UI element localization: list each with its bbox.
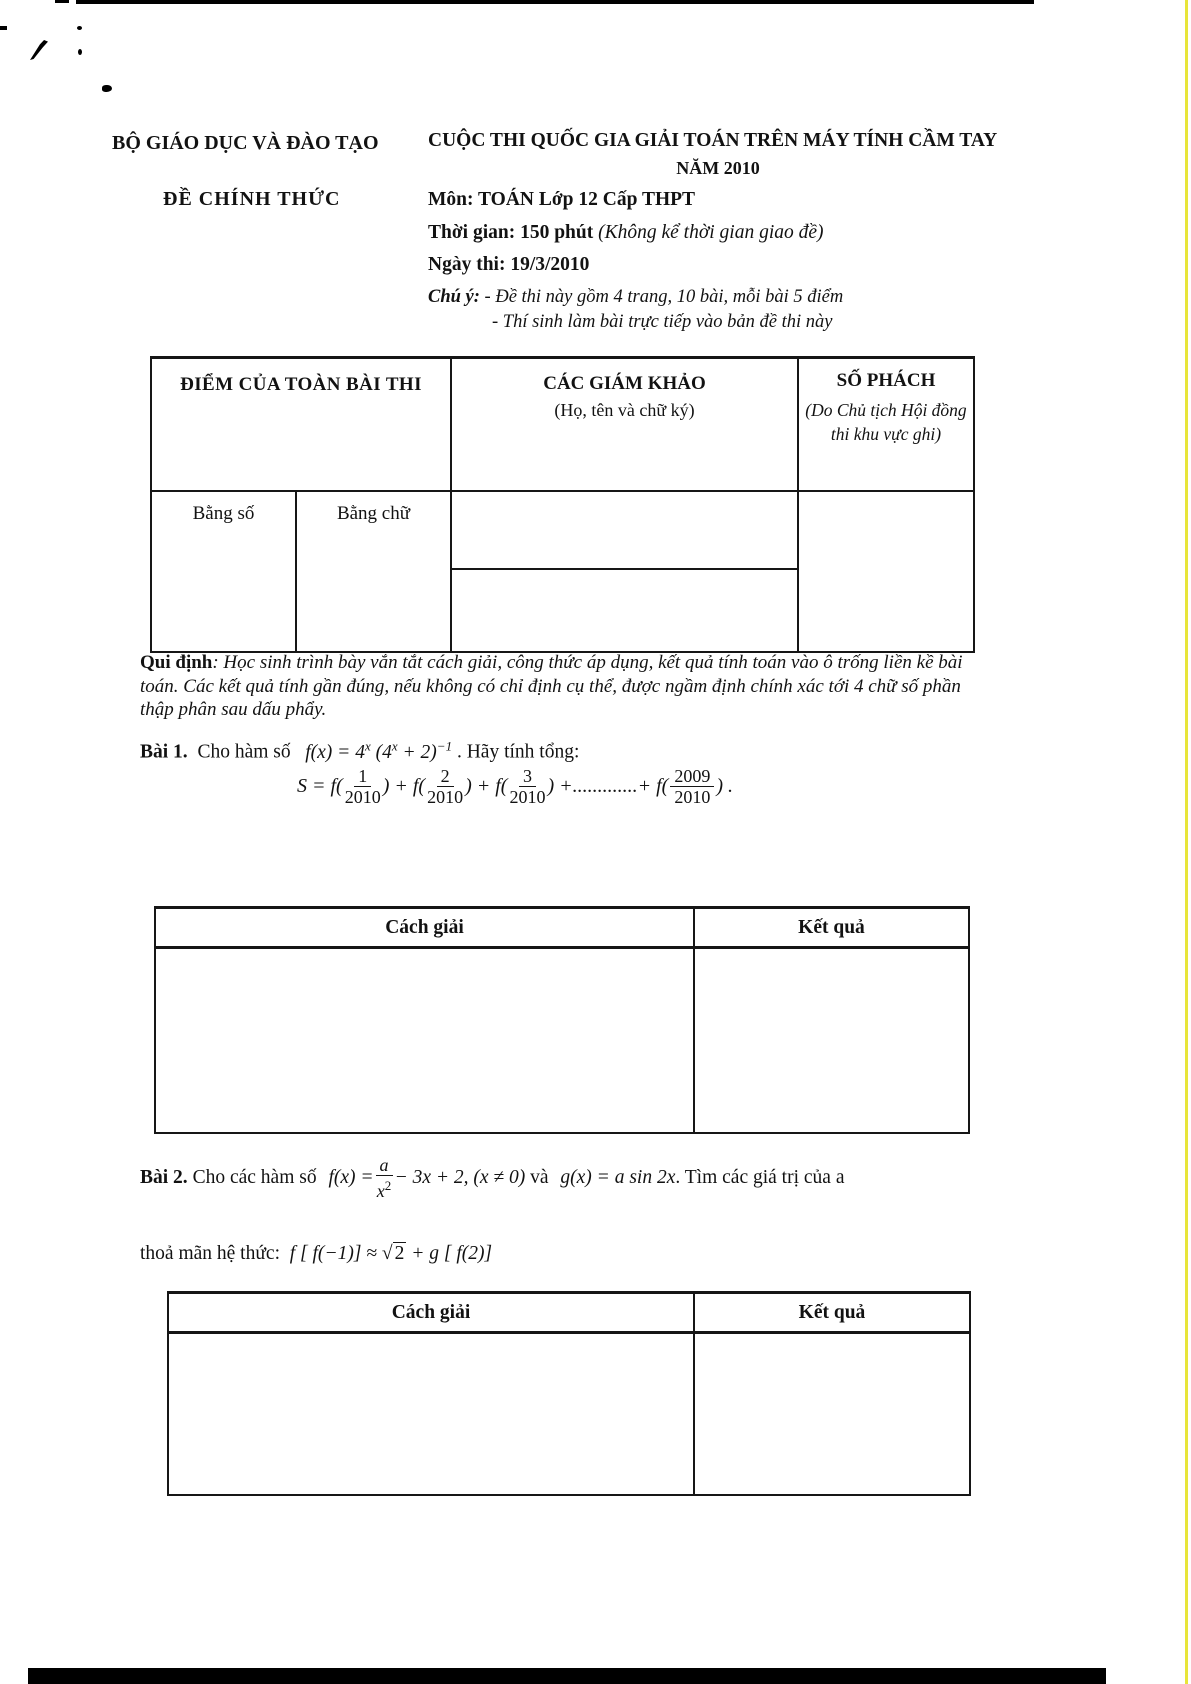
examiners-header-cell — [452, 359, 799, 492]
answer-table-1-body — [156, 949, 968, 1132]
problem-1-label: Bài 1. — [140, 741, 188, 763]
score-entry-cells — [152, 492, 452, 651]
problem-2-f-rhs: − 3x + 2, (x ≠ 0) — [394, 1167, 526, 1188]
attention-note-2: - Thí sinh làm bài trực tiếp vào bản đề thi này — [492, 312, 833, 332]
exam-date: Ngày thi: 19/3/2010 — [428, 254, 590, 275]
code-note-line1: (Do Chủ tịch Hội đồng — [805, 400, 967, 420]
result-answer-area — [695, 1334, 969, 1494]
problem-2-f-lhs: f(x) = — [328, 1167, 374, 1188]
code-entry-cell — [799, 492, 973, 651]
sum-lhs: S = — [297, 775, 331, 797]
fraction: $\frac{3}{2010}$ — [509, 766, 546, 807]
method-header: Cách giải — [169, 1294, 695, 1331]
method-answer-area — [169, 1334, 695, 1494]
problem-2-label: Bài 2. — [140, 1167, 188, 1188]
examiners-header: CÁC GIÁM KHẢO — [543, 373, 706, 394]
scan-artifact-left-dash — [0, 26, 7, 30]
scan-artifact-top-line — [76, 0, 1034, 4]
examiner-2-cell — [452, 570, 797, 651]
problem-1-statement — [140, 738, 579, 764]
method-answer-area — [156, 949, 695, 1132]
subject-line: Môn: TOÁN Lớp 12 Cấp THPT — [428, 189, 696, 210]
answer-table-problem-2 — [167, 1291, 971, 1496]
sum-term-4: f( $\frac{2009}{2010}$ ) . — [656, 766, 734, 807]
problem-1-intro: Cho hàm số — [187, 741, 306, 763]
sum-term-1: f( $\frac{1}{2010}$ ) + — [330, 766, 413, 807]
condition-post: + g [ f(2)] — [406, 1243, 493, 1264]
conjunction: và — [525, 1167, 554, 1188]
condition-label: thoả mãn hệ thức: — [140, 1243, 290, 1264]
fraction: $\frac{a}{x^2}$ — [376, 1155, 392, 1201]
official-exam-label: ĐỀ CHÍNH THỨC — [163, 188, 341, 210]
examiner-1-cell — [452, 492, 797, 570]
ink-speck — [77, 26, 82, 30]
fraction: $\frac{1}{2010}$ — [344, 766, 381, 807]
regulation-text: : Học sinh trình bày vắn tắt cách giải, công thức áp dụng, kết quả tính toán vào ô trống liền kề bài toán. Các kết quả tính gần đúng, nếu không có chỉ định cụ thể, được ngầm định chính xác tới 4 chữ số phần thập phân sau dấu phẩy. — [140, 652, 968, 720]
duration-note: (Không kể thời gian giao đề) — [598, 222, 824, 243]
score-header-cell: ĐIỂM CỦA TOÀN BÀI THI — [152, 359, 452, 492]
code-header-cell — [799, 359, 973, 492]
score-table — [150, 356, 975, 653]
regulation-label: Qui định — [140, 652, 213, 673]
examiners-signature-cells — [452, 492, 799, 651]
problem-1-sum-formula — [297, 766, 733, 807]
examiners-subtitle: (Họ, tên và chữ ký) — [554, 400, 695, 420]
contest-year: NĂM 2010 — [676, 158, 760, 178]
code-note — [799, 398, 973, 446]
fraction: $\frac{2009}{2010}$ — [670, 766, 714, 807]
problem-1-outro: . Hãy tính tổng: — [452, 741, 580, 763]
radical-argument: 2 — [394, 1243, 405, 1264]
scan-artifact-bottom-bar — [28, 1668, 1106, 1684]
result-header: Kết quả — [798, 1301, 866, 1323]
fraction: $\frac{2}{2010}$ — [427, 766, 464, 807]
score-words-cell: Bằng chữ — [336, 503, 411, 524]
sum-term-3: f( $\frac{3}{2010}$ ) +.............+ — [495, 766, 657, 807]
ministry-title: BỘ GIÁO DỤC VÀ ĐÀO TẠO — [112, 132, 379, 154]
problem-2-outro: . Tìm các giá trị của a — [675, 1167, 845, 1188]
attention-line-1 — [428, 287, 843, 308]
duration-line — [428, 222, 824, 244]
problem-2-condition — [140, 1242, 492, 1265]
ink-speck-flick — [30, 40, 48, 60]
problem-2-statement — [140, 1155, 1060, 1201]
answer-table-1-header — [156, 909, 968, 949]
answer-table-2-header — [169, 1294, 969, 1334]
answer-table-problem-1 — [154, 906, 970, 1134]
ink-speck — [78, 49, 82, 55]
answer-table-2-body — [169, 1334, 969, 1494]
duration-label: Thời gian: 150 phút — [428, 222, 599, 243]
scan-artifact-top-dash — [55, 0, 69, 3]
ink-speck — [102, 85, 112, 92]
problem-1-function: $f(x) = 4^x$ $(4^x + 2)^{-1}$ — [305, 738, 453, 763]
condition-pre: f [ f(−1)] ≈ — [289, 1243, 382, 1264]
attention-note-1: - Đề thi này gồm 4 trang, 10 bài, mỗi bài 5 điểm — [484, 287, 844, 307]
radical-sign: √ — [381, 1243, 393, 1264]
regulation-paragraph — [140, 651, 974, 722]
problem-2-g: g(x) = a sin 2x — [560, 1167, 676, 1188]
sum-term-2: f( $\frac{2}{2010}$ ) + — [412, 766, 496, 807]
method-header: Cách giải — [156, 909, 695, 946]
result-answer-area — [695, 949, 968, 1132]
problem-2-intro: Cho các hàm số — [187, 1167, 322, 1188]
scan-artifact-yellow-edge — [1185, 0, 1188, 1684]
contest-title: CUỘC THI QUỐC GIA GIẢI TOÁN TRÊN MÁY TÍNH CẦM TAY — [428, 130, 998, 151]
attention-label: Chú ý: — [428, 287, 485, 307]
code-header: SỐ PHÁCH — [836, 370, 936, 391]
result-header: Kết quả — [798, 916, 865, 938]
code-note-line2: thi khu vực ghi) — [830, 424, 942, 444]
score-numeric-cell: Bằng số — [152, 492, 297, 651]
